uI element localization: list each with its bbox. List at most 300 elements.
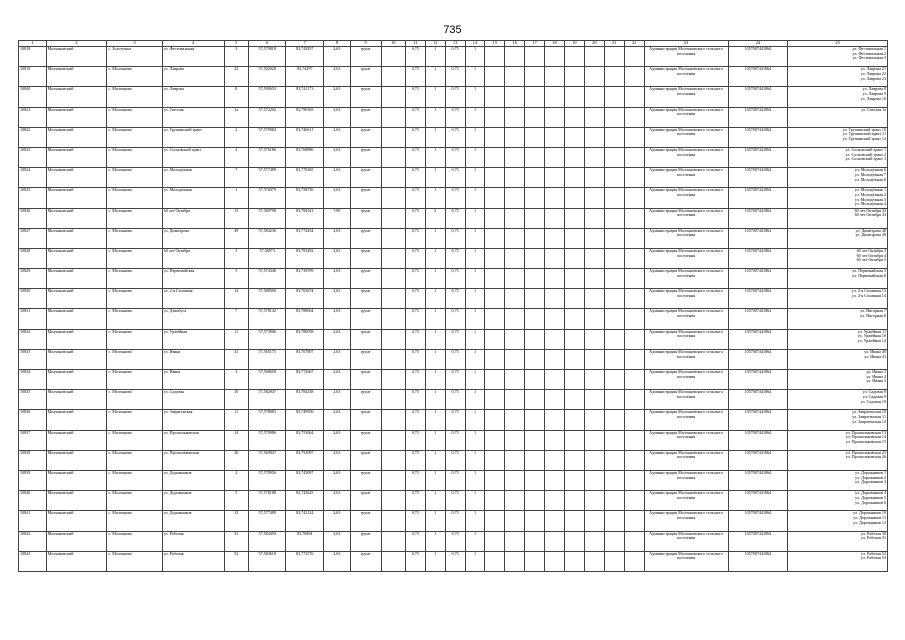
served-object: ул. Лаврова 21 [860, 66, 886, 72]
cell-longitude: 83,783492 [286, 248, 324, 268]
cell-area: 2,63 [324, 370, 351, 390]
cell-latitude: 57,584459 [248, 531, 286, 551]
table-row [19, 551, 888, 571]
cell-volume-2: 0,75 [445, 410, 465, 430]
cell-number: 10819 [19, 67, 47, 87]
column-header: 18 [545, 41, 565, 47]
cell-empty [604, 531, 624, 551]
cell-empty [525, 470, 545, 490]
cell-number: 10823 [19, 147, 47, 167]
cell-surface: грунт [350, 127, 381, 147]
cell-count: 1 [425, 309, 445, 329]
cell-empty [584, 67, 604, 87]
cell-empty [564, 67, 584, 87]
cell-served-objects [788, 248, 888, 268]
cell-volume-2: 0,75 [445, 349, 465, 369]
cell-empty [381, 127, 405, 147]
served-object: ул. Ивана 3 [866, 369, 886, 374]
cell-surface: грунт [350, 551, 381, 571]
cell-served-objects [788, 370, 888, 390]
cell-count: 1 [425, 269, 445, 289]
cell-served-objects [788, 228, 888, 248]
cell-empty [604, 208, 624, 228]
cell-empty [545, 228, 565, 248]
cell-settlement: с. Молчаново [107, 349, 162, 369]
served-object: ул. Грушинский тракт 11 [842, 131, 886, 137]
cell-empty [525, 147, 545, 167]
cell-longitude: 83,784338 [286, 390, 324, 410]
cell-number: 10821 [19, 107, 47, 127]
cell-surface: грунт [350, 208, 381, 228]
table-row [19, 107, 888, 127]
cell-street: ул. Дорожников [162, 491, 224, 511]
served-object: ул. Молодёжная 7 [854, 171, 886, 177]
cell-surface: грунт [350, 430, 381, 450]
cell-settlement: с. Молчаново [107, 450, 162, 470]
cell-served-objects [788, 147, 888, 167]
cell-empty [564, 410, 584, 430]
cell-latitude: 57,579818 [248, 47, 286, 67]
cell-number: 10818 [19, 47, 47, 67]
cell-col-14: 1 [465, 248, 485, 268]
cell-empty [485, 309, 505, 329]
cell-district: Молчановский [46, 87, 107, 107]
cell-empty [584, 47, 604, 67]
column-header: 24 [728, 41, 788, 47]
cell-longitude: 83,790365 [286, 107, 324, 127]
cell-owner: Администрация Молчановского сельского поселения [644, 551, 728, 571]
cell-house: 49 [224, 228, 248, 248]
cell-longitude: 83,742124 [286, 511, 324, 531]
served-object: ул. Заврагенская 10 [852, 409, 886, 415]
cell-owner: Администрация Молчановского сельского поселения [644, 228, 728, 248]
cell-served-objects [788, 450, 888, 470]
cell-settlement: с. Молчаново [107, 370, 162, 390]
page-number: 735 [443, 24, 462, 36]
cell-surface: грунт [350, 269, 381, 289]
cell-empty [505, 370, 525, 390]
cell-number: 10831 [19, 309, 47, 329]
cell-longitude: 83,74297 [286, 67, 324, 87]
cell-empty [584, 269, 604, 289]
table-row [19, 269, 888, 289]
column-header: 10 [381, 41, 405, 47]
cell-empty [381, 188, 405, 208]
served-object: ул. Сосновский тракт 1 [845, 147, 886, 152]
cell-ogrn: 1057007441864 [728, 329, 788, 349]
cell-empty [381, 289, 405, 309]
cell-empty [505, 329, 525, 349]
cell-number: 10839 [19, 470, 47, 490]
cell-ogrn: 1057007441864 [728, 349, 788, 369]
table-row [19, 87, 888, 107]
cell-empty [604, 309, 624, 329]
cell-settlement: с. Молчаново [107, 87, 162, 107]
served-object: ул. Грушинский тракт 12 [842, 136, 886, 142]
cell-latitude: 57,578142 [248, 309, 286, 329]
cell-house: 5 [224, 269, 248, 289]
cell-house: 10 [224, 390, 248, 410]
cell-count: 1 [425, 127, 445, 147]
cell-empty [545, 531, 565, 551]
cell-empty [545, 450, 565, 470]
cell-district: Молчановский [46, 450, 107, 470]
served-object: 60 лет Октября 33 [854, 212, 886, 218]
cell-district: Молчановский [46, 67, 107, 87]
cell-house: 41 [224, 349, 248, 369]
cell-empty [545, 390, 565, 410]
cell-col-14: 1 [465, 349, 485, 369]
cell-empty [381, 87, 405, 107]
cell-ogrn: 1057007441864 [728, 390, 788, 410]
cell-empty [604, 511, 624, 531]
cell-empty [381, 168, 405, 188]
cell-street: ул. Заврагенская [162, 410, 224, 430]
served-object: ул. Прошальковская 25 [845, 450, 886, 455]
cell-owner: Администрация Молчановского сельского поселения [644, 47, 728, 67]
table-row [19, 289, 888, 309]
cell-volume-2: 0,75 [445, 168, 465, 188]
cell-ogrn: 1057007441864 [728, 107, 788, 127]
cell-empty [584, 87, 604, 107]
cell-latitude: 57,578083 [248, 410, 286, 430]
cell-latitude: 57,577489 [248, 168, 286, 188]
cell-empty [604, 67, 624, 87]
cell-district: Молчановский [46, 349, 107, 369]
cell-served-objects [788, 309, 888, 329]
cell-area: 7,89 [324, 208, 351, 228]
cell-ogrn: 1057007441864 [728, 511, 788, 531]
cell-surface: грунт [350, 309, 381, 329]
cell-served-objects [788, 491, 888, 511]
cell-house: 14 [224, 289, 248, 309]
served-object: ул. Фестивальная 1 [852, 46, 886, 51]
column-header: 13 [445, 41, 465, 47]
cell-ogrn: 1057007441864 [728, 551, 788, 571]
cell-ogrn: 1057007441864 [728, 289, 788, 309]
cell-area: 2,63 [324, 147, 351, 167]
cell-col-14: 1 [465, 531, 485, 551]
cell-empty [525, 491, 545, 511]
cell-col-14: 1 [465, 309, 485, 329]
cell-empty [525, 269, 545, 289]
cell-empty [624, 349, 644, 369]
cell-count: 1 [425, 511, 445, 531]
cell-empty [505, 208, 525, 228]
cell-latitude: 57,573906 [248, 329, 286, 349]
cell-empty [505, 511, 525, 531]
cell-number: 10824 [19, 168, 47, 188]
cell-latitude: 57,572202 [248, 107, 286, 127]
cell-settlement: с. Молчаново [107, 147, 162, 167]
cell-col-14: 1 [465, 47, 485, 67]
cell-col-14: 1 [465, 511, 485, 531]
served-object: ул. 2-я Сплавная 14 [852, 292, 886, 298]
served-object: ул. Рабочая 53 [861, 555, 886, 561]
cell-empty [525, 329, 545, 349]
cell-count: 1 [425, 147, 445, 167]
cell-number: 10834 [19, 370, 47, 390]
cell-empty [505, 47, 525, 67]
cell-ogrn: 1057007441864 [728, 87, 788, 107]
cell-house: 31 [224, 531, 248, 551]
cell-district: Молчановский [46, 390, 107, 410]
cell-settlement: с. Молчаново [107, 107, 162, 127]
cell-ogrn: 1057007441864 [728, 370, 788, 390]
cell-settlement: с. Молчаново [107, 430, 162, 450]
column-header: 3 [107, 41, 162, 47]
served-object: ул. Дорожников 2 [855, 474, 886, 480]
cell-area: 2,63 [324, 349, 351, 369]
cell-surface: грунт [350, 228, 381, 248]
served-object: ул. Прошальковская 14 [845, 434, 886, 440]
cell-latitude: 57,576079 [248, 188, 286, 208]
cell-count: 1 [425, 67, 445, 87]
cell-served-objects [788, 67, 888, 87]
cell-number: 10840 [19, 491, 47, 511]
cell-empty [381, 430, 405, 450]
cell-empty [604, 551, 624, 571]
cell-area: 2,63 [324, 329, 351, 349]
cell-col-14: 1 [465, 87, 485, 107]
cell-ogrn: 1057007441864 [728, 228, 788, 248]
cell-empty [545, 168, 565, 188]
cell-latitude: 57,570984 [248, 127, 286, 147]
cell-empty [545, 289, 565, 309]
cell-empty [525, 127, 545, 147]
cell-street: ул. Димитрова [162, 228, 224, 248]
cell-ogrn: 1057007441864 [728, 410, 788, 430]
cell-volume-2: 0,75 [445, 87, 465, 107]
cell-street: ул. 2-я Сплавная [162, 289, 224, 309]
cell-empty [525, 430, 545, 450]
cell-empty [525, 450, 545, 470]
cell-owner: Администрация Молчановского сельского поселения [644, 390, 728, 410]
cell-col-14: 1 [465, 188, 485, 208]
cell-empty [381, 390, 405, 410]
cell-house: 2 [224, 470, 248, 490]
served-object: ул. Дорожников 11 [853, 515, 886, 521]
cell-area: 2,63 [324, 87, 351, 107]
cell-served-objects [788, 127, 888, 147]
cell-surface: грунт [350, 329, 381, 349]
cell-empty [485, 491, 505, 511]
cell-house: 8 [224, 87, 248, 107]
cell-empty [485, 349, 505, 369]
cell-latitude: 57,584236 [248, 228, 286, 248]
cell-settlement: с. Молчаново [107, 228, 162, 248]
served-object: ул. Прошальковская 26 [845, 454, 886, 460]
cell-street: ул. Молодёжная [162, 168, 224, 188]
cell-empty [624, 551, 644, 571]
table-row [19, 228, 888, 248]
cell-house: 13 [224, 208, 248, 228]
cell-empty [624, 531, 644, 551]
cell-empty [545, 410, 565, 430]
cell-col-14: 1 [465, 67, 485, 87]
cell-street: ул. Прошальковская [162, 430, 224, 450]
cell-owner: Администрация Молчановского сельского поселения [644, 208, 728, 228]
cell-col-14: 1 [465, 127, 485, 147]
cell-settlement: с. Золотушка [107, 47, 162, 67]
cell-served-objects [788, 390, 888, 410]
cell-served-objects [788, 511, 888, 531]
cell-served-objects [788, 107, 888, 127]
cell-district: Молчановский [46, 289, 107, 309]
cell-count: 1 [425, 329, 445, 349]
cell-empty [485, 450, 505, 470]
cell-district: Молчановский [46, 47, 107, 67]
cell-surface: грунт [350, 248, 381, 268]
cell-empty [505, 390, 525, 410]
cell-street: ул. Фестивальная [162, 47, 224, 67]
cell-latitude: 57,592028 [248, 67, 286, 87]
cell-longitude: 83,774434 [286, 228, 324, 248]
cell-empty [485, 47, 505, 67]
cell-district: Молчановский [46, 208, 107, 228]
cell-settlement: с. Молчаново [107, 127, 162, 147]
served-object: ул. Прошальковская 13 [845, 430, 886, 435]
cell-volume-2: 0,75 [445, 47, 465, 67]
cell-house: 3 [224, 47, 248, 67]
column-header: 19 [564, 41, 584, 47]
table-row [19, 168, 888, 188]
cell-empty [624, 269, 644, 289]
cell-latitude: 57,582947 [248, 390, 286, 410]
cell-longitude: 83,768886 [286, 147, 324, 167]
cell-house: 7 [224, 168, 248, 188]
cell-volume: 0,75 [405, 370, 425, 390]
cell-col-14: 1 [465, 430, 485, 450]
cell-settlement: с. Молчаново [107, 289, 162, 309]
cell-empty [505, 450, 525, 470]
cell-surface: грунт [350, 450, 381, 470]
table-row [19, 248, 888, 268]
cell-area: 2,63 [324, 470, 351, 490]
cell-empty [564, 248, 584, 268]
cell-street: ул. Первомайская [162, 269, 224, 289]
cell-empty [485, 248, 505, 268]
served-object: ул. Уржейная 12 [857, 338, 886, 344]
cell-empty [525, 551, 545, 571]
cell-empty [485, 147, 505, 167]
cell-served-objects [788, 410, 888, 430]
cell-latitude: 57,570986 [248, 430, 286, 450]
cell-street: 60 лет Октября [162, 248, 224, 268]
cell-empty [485, 329, 505, 349]
cell-empty [564, 349, 584, 369]
cell-served-objects [788, 47, 888, 67]
cell-served-objects [788, 188, 888, 208]
cell-number: 10843 [19, 551, 47, 571]
cell-empty [381, 329, 405, 349]
cell-empty [545, 87, 565, 107]
cell-volume: 0,75 [405, 228, 425, 248]
cell-volume: 0,75 [405, 329, 425, 349]
cell-empty [584, 410, 604, 430]
cell-ogrn: 1057007441864 [728, 147, 788, 167]
cell-empty [604, 430, 624, 450]
cell-empty [505, 127, 525, 147]
cell-surface: грунт [350, 289, 381, 309]
served-object: ул. Первомайская 5 [852, 268, 886, 274]
cell-owner: Администрация Молчановского сельского поселения [644, 309, 728, 329]
cell-empty [525, 390, 545, 410]
served-object: ул. Дорожников 4 [855, 490, 886, 496]
cell-empty [381, 470, 405, 490]
cell-volume: 0,75 [405, 349, 425, 369]
cell-empty [381, 491, 405, 511]
served-object: ул. Ивана 5 [866, 378, 886, 384]
cell-empty [564, 470, 584, 490]
cell-col-14: 1 [465, 269, 485, 289]
table-row [19, 450, 888, 470]
cell-empty [505, 269, 525, 289]
cell-empty [381, 531, 405, 551]
column-header: 9 [350, 41, 381, 47]
served-object: ул. Садовая 10 [860, 398, 886, 404]
cell-empty [584, 491, 604, 511]
cell-empty [564, 228, 584, 248]
cell-latitude: 57,577489 [248, 511, 286, 531]
served-object: ул. Рабочая 30 [861, 531, 886, 536]
cell-served-objects [788, 349, 888, 369]
cell-empty [505, 147, 525, 167]
table-row [19, 370, 888, 390]
cell-house: 2 [224, 147, 248, 167]
served-object: ул. Дорожников 6 [855, 499, 886, 505]
cell-surface: грунт [350, 67, 381, 87]
table-row [19, 309, 888, 329]
cell-empty [584, 248, 604, 268]
cell-empty [381, 269, 405, 289]
served-object: ул. Ивана 41 [864, 353, 886, 359]
cell-empty [604, 470, 624, 490]
cell-empty [545, 430, 565, 450]
cell-count: 1 [425, 228, 445, 248]
cell-count: 1 [425, 430, 445, 450]
cell-empty [624, 147, 644, 167]
cell-longitude: 83,772667 [286, 370, 324, 390]
served-object: ул. Молодёжная 6 [854, 167, 886, 173]
cell-volume-2: 0,75 [445, 450, 465, 470]
cell-volume-2: 0,75 [445, 188, 465, 208]
cell-owner: Администрация Молчановского сельского поселения [644, 269, 728, 289]
cell-settlement: с. Молчаново [107, 511, 162, 531]
cell-empty [485, 289, 505, 309]
cell-empty [381, 349, 405, 369]
cell-empty [624, 47, 644, 67]
cell-volume: 0,75 [405, 390, 425, 410]
cell-empty [381, 107, 405, 127]
cell-empty [545, 349, 565, 369]
cell-settlement: с. Молчаново [107, 491, 162, 511]
cell-latitude: 57,584618 [248, 551, 286, 571]
cell-volume: 0,75 [405, 551, 425, 571]
cell-latitude: 57,580798 [248, 208, 286, 228]
cell-empty [545, 309, 565, 329]
cell-empty [584, 349, 604, 369]
cell-volume: 0,75 [405, 127, 425, 147]
cell-latitude: 57,588506 [248, 289, 286, 309]
served-object: ул. Уржейная 10 [857, 333, 886, 339]
cell-street: ул. Светлая [162, 107, 224, 127]
cell-col-14: 1 [465, 228, 485, 248]
cell-empty [525, 47, 545, 67]
cell-district: Молчановский [46, 309, 107, 329]
served-object: ул. Сосновский тракт 2 [845, 151, 886, 157]
cell-count: 1 [425, 248, 445, 268]
